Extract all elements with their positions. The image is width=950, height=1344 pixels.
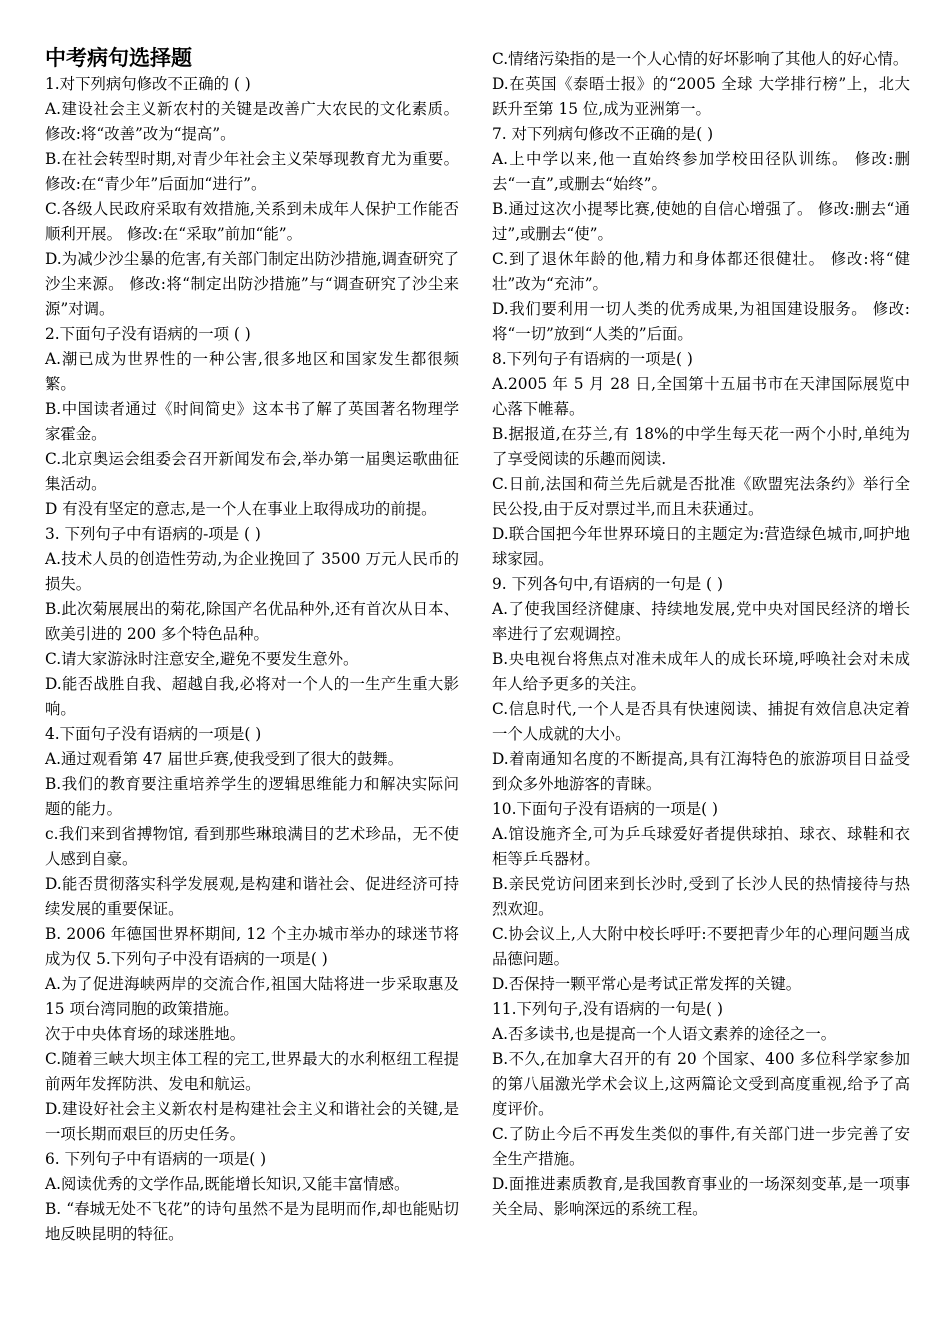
answer-option: B.不久,在加拿大召开的有 20 个国家、400 多位科学家参加的第八届激光学术会议上,这两篇论文受到高度重视,给予了高度评价。 (492, 1050, 910, 1118)
answer-option: C.日前,法国和荷兰先后就是否批准《欧盟宪法条约》举行全民公投,由于反对票过半,而且未获通过。 (492, 475, 910, 518)
answer-option: B.在社会转型时期,对青少年社会主义荣辱现教育尤为重要。 修改:在“青少年”后面加“进行”。 (45, 150, 459, 193)
answer-option: D.否保持一颗平常心是考试正常发挥的关键。 (492, 975, 802, 993)
left-column (45, 44, 459, 1247)
answer-option: B. 2006 年德国世界杯期间, 12 个主办城市举办的球迷节将成为仅 5.下列句子中没有语病的一项是( ) (45, 925, 459, 968)
answer-option: B.央电视台将焦点对准未成年人的成长环境,呼唤社会对未成年人给予更多的关注。 (492, 650, 910, 693)
answer-option: D.联合国把今年世界环境日的主题定为:营造绿色城市,呵护地球家园。 (492, 525, 910, 568)
question-stem: 6. 下列句子中有语病的一项是( ) (45, 1150, 267, 1168)
question-stem: 4.下面句子没有语病的一项是( ) (45, 725, 262, 743)
answer-option: c.我们来到省搏物馆, 看到那些琳琅满目的艺术珍品，无不使人感到自豪。 (45, 825, 459, 868)
answer-option: A.为了促进海峡两岸的交流合作,祖国大陆将进一步采取惠及 15 项台湾同胞的政策措施。 (45, 975, 459, 1018)
left-column-text (45, 72, 459, 1247)
answer-option: A.上中学以来,他一直始终参加学校田径队训练。 修改:删去“一直”,或删去“始终”。 (492, 150, 910, 193)
answer-option: D.能否战胜自我、超越自我,必将对一个人的一生产生重大影响。 (45, 675, 459, 718)
answer-option: C.随着三峡大坝主体工程的完工,世界最大的水利枢纽工程提前两年发挥防洪、发电和航运。 (45, 1050, 459, 1093)
answer-option: D.面推进素质教育,是我国教育事业的一场深刻变革,是一项事关全局、影响深远的系统工程。 (492, 1175, 910, 1218)
question-stem: 1.对下列病句修改不正确的 ( ) (45, 75, 251, 93)
answer-option: D.能否贯彻落实科学发展观,是构建和谐社会、促进经济可持续发展的重要保证。 (45, 875, 459, 918)
question-stem: 9. 下列各句中,有语病的一句是 ( ) (492, 575, 723, 593)
answer-option: C.北京奥运会组委会召开新闻发布会,举办第一届奥运歌曲征集活动。 (45, 450, 459, 493)
answer-option: D 有没有坚定的意志,是一个人在事业上取得成功的前提。 (45, 500, 437, 518)
right-column-text (492, 47, 910, 1222)
answer-option: B.通过这次小提琴比赛,使她的自信心增强了。 修改:删去“通过”,或删去“使”。 (492, 200, 910, 243)
text-line: 次于中央体育场的球迷胜地。 (45, 1025, 246, 1043)
answer-option: A.建设社会主义新农村的关键是改善广大农民的文化素质。 修改:将“改善”改为“提高”。 (45, 100, 459, 143)
answer-option: B.我们的教育要注重培养学生的逻辑思维能力和解决实际问题的能力。 (45, 775, 459, 818)
answer-option: C.各级人民政府采取有效措施,关系到未成年人保护工作能否顺利开展。 修改:在“采取”前加“能”。 (45, 200, 459, 243)
answer-option: D.建设好社会主义新农村是构建社会主义和谐社会的关键,是一项长期而艰巨的历史任务。 (45, 1100, 459, 1143)
answer-option: A.馆设施齐全,可为乒乓球爱好者提供球拍、球衣、球鞋和衣柜等乒乓器材。 (492, 825, 910, 868)
document-title: 中考病句选择题 (45, 46, 192, 70)
question-stem: 7. 对下列病句修改不正确的是( ) (492, 125, 714, 143)
right-column (492, 47, 910, 1222)
answer-option: C.了防止今后不再发生类似的事件,有关部门进一步完善了安全生产措施。 (492, 1125, 910, 1168)
answer-option: D.我们要利用一切人类的优秀成果,为祖国建设服务。 修改:将“一切”放到“人类的”后面。 (492, 300, 910, 343)
answer-option: C.情绪污染指的是一个人心情的好坏影响了其他人的好心情。 (492, 50, 909, 68)
answer-option: B.此次菊展展出的菊花,除国产名优品种外,还有首次从日本、欧美引进的 200 多个特色品种。 (45, 600, 459, 643)
answer-option: A.通过观看第 47 届世乒赛,使我受到了很大的鼓舞。 (45, 750, 404, 768)
answer-option: B.据报道,在芬兰,有 18%的中学生每天花一两个小时,单纯为了享受阅读的乐趣而阅读. (492, 425, 910, 468)
answer-option: D.着南通知名度的不断提高,具有江海特色的旅游项目日益受到众多外地游客的青睐。 (492, 750, 910, 793)
question-stem: 10.下面句子没有语病的一项是( ) (492, 800, 719, 818)
answer-option: D.为减少沙尘暴的危害,有关部门制定出防沙措施,调查研究了沙尘来源。 修改:将“制定出防沙措施”与“调查研究了沙尘来源”对调。 (45, 250, 459, 318)
answer-option: A.了使我国经济健康、持续地发展,党中央对国民经济的增长率进行了宏观调控。 (492, 600, 910, 643)
answer-option: D.在英国《泰晤士报》的“2005 全球 大学排行榜”上，北大跃升至第 15 位,成为亚洲第一。 (492, 75, 910, 118)
answer-option: B.亲民党访问团来到长沙时,受到了长沙人民的热情接待与热烈欢迎。 (492, 875, 910, 918)
question-stem: 11.下列句子,没有语病的一句是( ) (492, 1000, 723, 1018)
answer-option: A.2005 年 5 月 28 日,全国第十五届书市在天津国际展览中心落下帷幕。 (492, 375, 910, 418)
question-stem: 8.下列句子有语病的一项是( ) (492, 350, 693, 368)
answer-option: A.阅读优秀的文学作品,既能增长知识,又能丰富情感。 (45, 1175, 410, 1193)
answer-option: C.协会议上,人大附中校长呼吁:不要把青少年的心理问题当成品德问题。 (492, 925, 910, 968)
answer-option: C.到了退休年龄的他,精力和身体都还很健壮。 修改:将“健壮”改为“充沛”。 (492, 250, 910, 293)
answer-option: B. “春城无处不飞花”的诗句虽然不是为昆明而作,却也能贴切地反映昆明的特征。 (45, 1200, 459, 1243)
answer-option: C.信息时代,一个人是否具有快速阅读、捕捉有效信息决定着一个人成就的大小。 (492, 700, 910, 743)
answer-option: A.否多读书,也是提高一个人语文素养的途径之一。 (492, 1025, 837, 1043)
question-stem: 2.下面句子没有语病的一项 ( ) (45, 325, 251, 343)
answer-option: A.潮已成为世界性的一种公害,很多地区和国家发生都很频繁。 (45, 350, 459, 393)
answer-option: C.请大家游泳时注意安全,避免不要发生意外。 (45, 650, 359, 668)
question-stem: 3. 下列句子中有语病的-项是 ( ) (45, 525, 261, 543)
answer-option: B.中国读者通过《时间简史》这本书了解了英国著名物理学家霍金。 (45, 400, 459, 443)
answer-option: A.技术人员的创造性劳动,为企业挽回了 3500 万元人民币的损失。 (45, 550, 459, 593)
